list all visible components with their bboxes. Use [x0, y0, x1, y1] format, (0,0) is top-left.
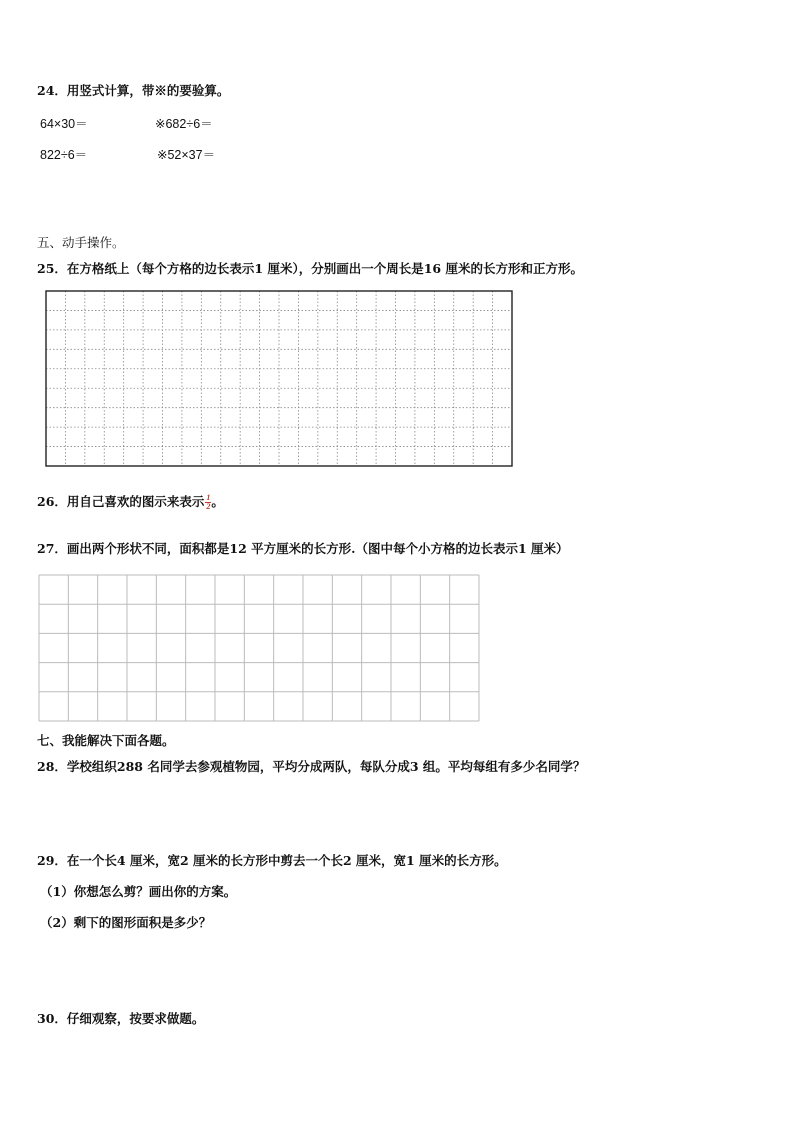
grid-paper-q25[interactable] [45, 290, 513, 467]
question-28-text: 28．学校组织288 名同学去参观植物园，平均分成两队，每队分成3 组。平均每组有多少名同学？ [37, 759, 586, 774]
calc-682div6: ※682÷6＝ [155, 117, 213, 131]
question-24-title: 24．用竖式计算，带※的要验算。 [37, 83, 230, 98]
question-27-text: 27．画出两个形状不同，面积都是12 平方厘米的长方形.（图中每个小方格的边长表示1 厘米） [37, 541, 569, 556]
calc-64x30: 64×30＝ [40, 117, 88, 131]
question-25-text: 25．在方格纸上（每个方格的边长表示1 厘米），分别画出一个周长是16 厘米的长方形和正方形。 [37, 261, 583, 276]
calc-52x37: ※52×37＝ [157, 148, 216, 162]
section-7-heading: 七、我能解决下面各题。 [37, 733, 175, 748]
question-30-text: 30．仔细观察，按要求做题。 [37, 1011, 205, 1026]
fraction-denominator: 2 [206, 502, 211, 511]
question-26-label: 26．用自己喜欢的图示来表示 [37, 494, 205, 509]
question-26-text [37, 494, 224, 511]
question-29-sub2: （2）剩下的图形面积是多少？ [40, 915, 212, 930]
calc-822div6: 822÷6＝ [40, 148, 88, 162]
question-29-sub1: （1）你想怎么剪？画出你的方案。 [40, 884, 237, 899]
section-5-heading: 五、动手操作。 [37, 235, 125, 250]
grid-paper-q27[interactable] [38, 574, 480, 722]
question-26-end: 。 [211, 494, 224, 509]
fraction-numerator: 1 [206, 493, 211, 502]
question-29-title: 29．在一个长4 厘米，宽2 厘米的长方形中剪去一个长2 厘米，宽1 厘米的长方形。 [37, 853, 507, 868]
